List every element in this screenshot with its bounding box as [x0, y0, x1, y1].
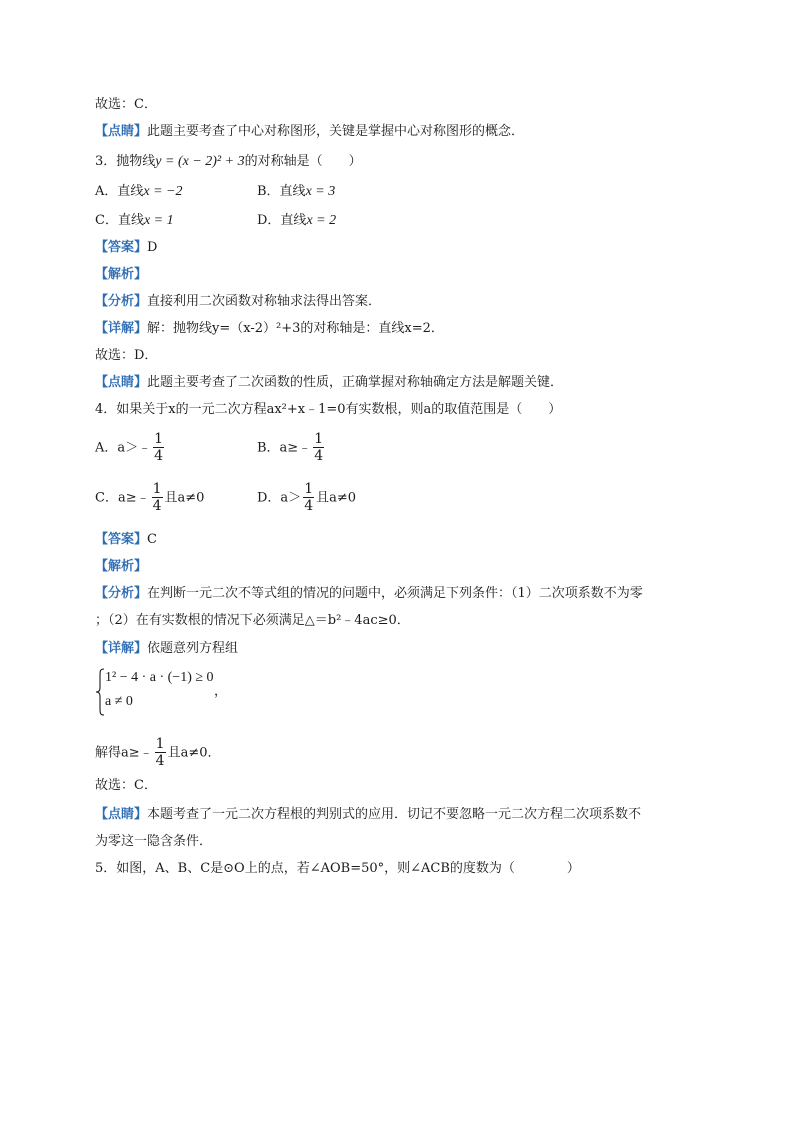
q4-option-b: B．a≥﹣ $\frac{1}{4}$ — [257, 431, 324, 464]
analysis-q4-line2: ；（2）在有实数根的情况下必须满足△＝b²﹣4ac≥0． — [95, 613, 410, 628]
analysis-heading-q3: 【解析】 — [95, 267, 148, 282]
fraction-one-quarter: $\frac{1}{4}$ — [154, 431, 164, 464]
question-5: 5．如图，A、B、C是⊙O上的点，若∠AOB=50°，则∠ACB的度数为（ ） — [95, 861, 580, 876]
comment-q4-line1: 【点睛】本题考查了一元二次方程根的判别式的应用．切记不要忽略一元二次方程二次项系数不 — [95, 807, 642, 822]
fraction-one-quarter: $\frac{1}{4}$ — [304, 481, 314, 514]
line-choice-c: 故选：C． — [95, 97, 157, 112]
question-3: 3．抛物线y = (x − 2)² + 3的对称轴是（ ） — [95, 154, 362, 169]
fraction-one-quarter: $\frac{1}{4}$ — [152, 481, 162, 514]
system-row-1: 1² − 4 · a · (−1) ≥ 0 — [105, 670, 214, 685]
q3-option-b: B．直线x = 3 — [257, 184, 336, 199]
fraction-one-quarter: $\frac{1}{4}$ — [314, 431, 324, 464]
question-4: 4．如果关于x的一元二次方程ax²+x﹣1=0有实数根，则a的取值范围是（ ） — [95, 402, 562, 417]
fraction-one-quarter: $\frac{1}{4}$ — [155, 736, 165, 769]
q4-option-c: C．a≥﹣ $\frac{1}{4}$ 且a≠0 — [95, 481, 205, 514]
solution-q4: 解得a≥﹣ $\frac{1}{4}$ 且a≠0． — [95, 736, 221, 769]
q3-option-c: C．直线x = 1 — [95, 213, 174, 228]
q3-option-a: A．直线x = −2 — [95, 184, 183, 199]
detail-q4: 【详解】依题意列方程组 — [95, 641, 239, 656]
analysis-heading-q4: 【解析】 — [95, 559, 148, 574]
answer-q3: 【答案】D — [95, 240, 158, 255]
analysis-q3: 【分析】直接利用二次函数对称轴求法得出答案． — [95, 294, 382, 309]
system-comma: ， — [214, 684, 228, 699]
detail-q3: 【详解】解：抛物线y=（x-2）²+3的对称轴是：直线x=2． — [95, 321, 444, 336]
comment-q4-line2: 为零这一隐含条件． — [95, 834, 213, 849]
choice-q3: 故选：D． — [95, 348, 158, 363]
q3-option-d: D．直线x = 2 — [257, 213, 337, 228]
left-brace-icon — [95, 668, 105, 716]
comment-q3: 【点睛】此题主要考查了二次函数的性质，正确掌握对称轴确定方法是解题关键． — [95, 375, 564, 390]
q4-option-a: A．a＞﹣ $\frac{1}{4}$ — [95, 431, 164, 464]
answer-q4: 【答案】C — [95, 532, 157, 547]
comment-line-q2: 【点睛】此题主要考查了中心对称图形，关键是掌握中心对称图形的概念． — [95, 124, 525, 139]
system-row-2: a ≠ 0 — [105, 694, 133, 709]
choice-q4: 故选：C． — [95, 778, 157, 793]
analysis-q4-line1: 【分析】在判断一元二次不等式组的情况的问题中，必须满足下列条件：（1）二次项系数不为零 — [95, 586, 643, 601]
comment-tag: 【点睛】 — [95, 124, 148, 139]
q4-option-d: D．a＞ $\frac{1}{4}$ 且a≠0 — [257, 481, 357, 514]
